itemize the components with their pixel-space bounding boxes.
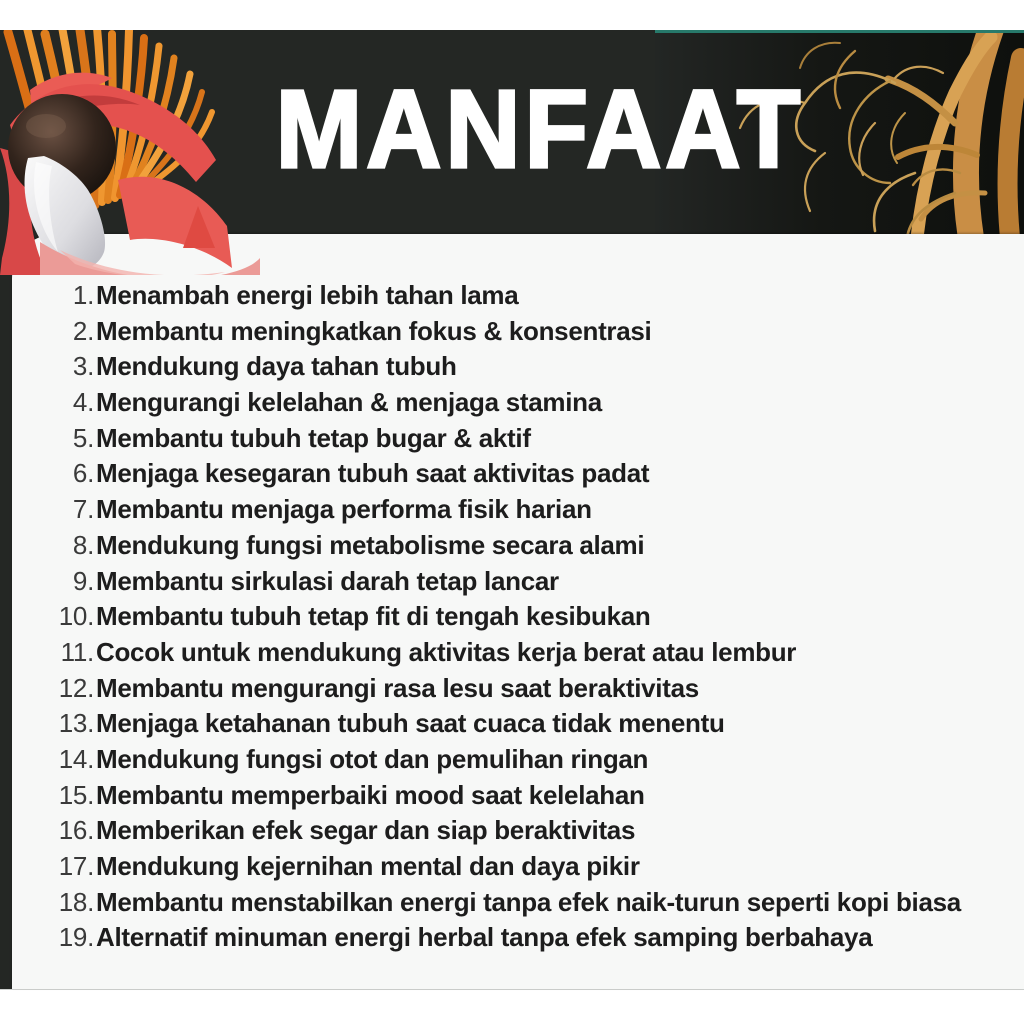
item-text: Menjaga ketahanan tubuh saat cuaca tidak menentu [96, 708, 725, 739]
item-text: Menambah energi lebih tahan lama [96, 280, 519, 310]
item-text: Membantu memperbaiki mood saat kelelahan [96, 779, 645, 810]
poster-artwork [0, 30, 1024, 990]
item-text: Membantu meningkatkan fokus & konsentrasi [96, 315, 652, 346]
item-number: 1. [72, 280, 94, 310]
list-item [38, 314, 1008, 350]
list-item [38, 885, 1008, 921]
list-item [38, 706, 1008, 742]
item-number: 8. [72, 529, 94, 560]
item-text: Cocok untuk mendukung aktivitas kerja berat atau lembur [96, 636, 797, 667]
item-number: 9. [72, 565, 94, 596]
list-item [38, 778, 1008, 814]
item-text: Membantu tubuh tetap fit di tengah kesibukan [96, 601, 651, 632]
item-number: 16. [58, 815, 94, 846]
item-text: Mendukung fungsi metabolisme secara alami [96, 529, 645, 560]
list-item [38, 385, 1008, 421]
item-number: 7. [72, 494, 94, 525]
item-number: 17. [58, 851, 94, 881]
list-item [38, 278, 1008, 314]
list-item [38, 528, 1008, 564]
item-text: Menjaga kesegaran tubuh saat aktivitas padat [96, 458, 650, 489]
item-text: Membantu menjaga performa fisik harian [96, 494, 592, 525]
item-number: 14. [58, 743, 94, 774]
item-text: Mengurangi kelelahan & menjaga stamina [96, 387, 602, 418]
item-number: 2. [72, 315, 94, 346]
benefits-card [12, 234, 1024, 989]
item-number: 3. [72, 351, 94, 382]
benefits-list [38, 278, 1008, 956]
item-number: 12. [58, 672, 94, 703]
item-number: 18. [58, 886, 94, 917]
list-item [38, 456, 1008, 492]
item-number: 6. [72, 458, 94, 489]
item-number: 5. [72, 422, 94, 453]
item-number: 19. [58, 922, 94, 953]
list-item [38, 742, 1008, 778]
item-number: 10. [58, 601, 94, 632]
list-item [38, 492, 1008, 528]
list-item [38, 920, 1008, 956]
list-item [38, 349, 1008, 385]
item-number: 11. [60, 636, 94, 667]
item-text: Membantu tubuh tetap bugar & aktif [96, 422, 531, 453]
item-number: 13. [58, 708, 94, 739]
list-item [38, 849, 1008, 885]
list-item [38, 421, 1008, 457]
list-item [38, 813, 1008, 849]
item-text: Mendukung kejernihan mental dan daya pikir [96, 851, 640, 881]
item-text: Mendukung fungsi otot dan pemulihan ringan [96, 743, 649, 774]
item-number: 15. [58, 779, 94, 810]
item-number: 4. [72, 387, 94, 418]
list-item [38, 564, 1008, 600]
item-text: Mendukung daya tahan tubuh [96, 351, 457, 382]
item-text: Membantu mengurangi rasa lesu saat beraktivitas [96, 672, 699, 703]
item-text: Membantu sirkulasi darah tetap lancar [96, 565, 559, 596]
list-item [38, 599, 1008, 635]
item-text: Memberikan efek segar dan siap beraktivitas [96, 815, 636, 846]
item-text: Alternatif minuman energi herbal tanpa efek samping berbahaya [96, 922, 873, 953]
list-item [38, 635, 1008, 671]
item-text: Membantu menstabilkan energi tanpa efek naik-turun seperti kopi biasa [96, 886, 961, 917]
page-title: MANFAAT [275, 67, 805, 191]
list-item [38, 671, 1008, 707]
